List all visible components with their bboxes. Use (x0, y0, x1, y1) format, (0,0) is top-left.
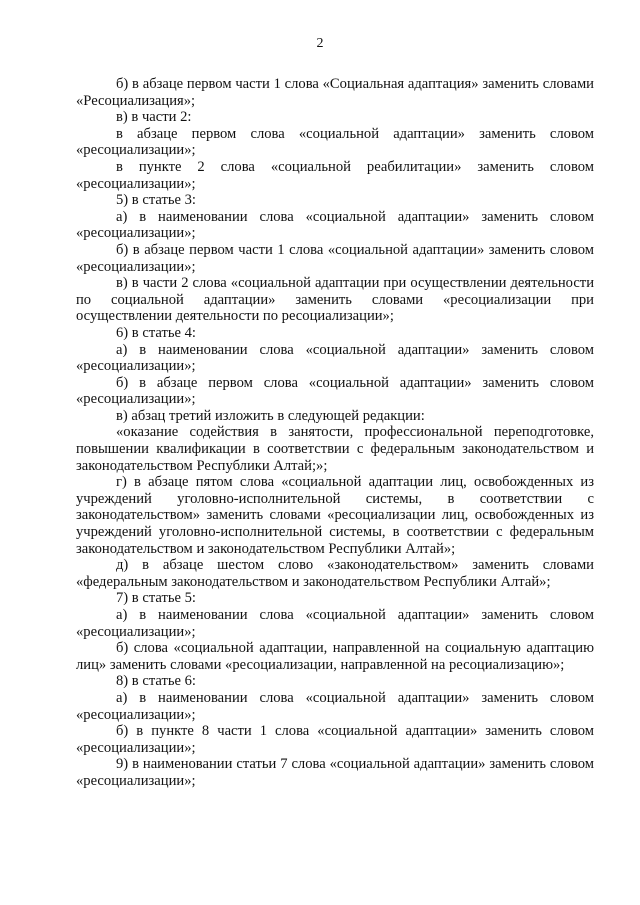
paragraph: в абзаце первом слова «социальной адаптации» заменить словом «ресоциализации»; (76, 125, 594, 159)
paragraph: 7) в статье 5: (116, 590, 196, 607)
paragraph: в) в части 2: (116, 109, 192, 126)
paragraph: г) в абзаце пятом слова «социальной адаптации лиц, освобожденных из учреждений уголовно-исполнительной системы, в соответствии с законодательством» заменить словами «ресоциализации лиц, освобожденных из учреждений уголовно-исполнительной системы, в соответствии с федеральным законодательством и законодательством Республики Алтай»; (76, 474, 594, 557)
paragraph: а) в наименовании слова «социальной адаптации» заменить словом «ресоциализации»; (76, 607, 594, 640)
paragraph: б) в абзаце первом слова «социальной адаптации» заменить словом «ресоциализации»; (76, 374, 594, 408)
page-number: 2 (316, 36, 324, 51)
paragraph: а) в наименовании слова «социальной адаптации» заменить словом «ресоциализации»; (76, 689, 594, 723)
paragraph: в) в части 2 слова «социальной адаптации при осуществлении деятельности по социальной адаптации» заменить словами «ресоциализации при осуществлении деятельности по ресоциализации»; (76, 275, 594, 325)
paragraph: 6) в статье 4: (116, 324, 196, 341)
paragraph: д) в абзаце шестом слово «законодательством» заменить словами «федеральным законодательством и законодательством Республики Алтай»; (76, 557, 594, 590)
paragraph: в) абзац третий изложить в следующей редакции: (116, 407, 425, 424)
paragraph: «оказание содействия в занятости, профессиональной переподготовке, повышении квалификации в соответствии с федеральным законодательством и законодательством Республики Алтай;»; (76, 424, 594, 474)
paragraph: а) в наименовании слова «социальной адаптации» заменить словом «ресоциализации»; (76, 208, 594, 242)
paragraph: б) в пункте 8 части 1 слова «социальной адаптации» заменить словом «ресоциализации»; (76, 723, 594, 756)
document-body (76, 76, 594, 790)
paragraph: б) в абзаце первом части 1 слова «Социальная адаптация» заменить словами «Ресоциализация»; (76, 76, 594, 109)
paragraph: 8) в статье 6: (116, 673, 196, 690)
paragraph: 5) в статье 3: (116, 192, 196, 209)
paragraph: 9) в наименовании статьи 7 слова «социальной адаптации» заменить словом «ресоциализации»; (76, 756, 594, 789)
paragraph: б) в абзаце первом части 1 слова «социальной адаптации» заменить словом «ресоциализации»; (76, 241, 594, 275)
paragraph: б) слова «социальной адаптации, направленной на социальную адаптацию лиц» заменить словами «ресоциализации, направленной на ресоциализацию»; (76, 640, 594, 673)
paragraph: а) в наименовании слова «социальной адаптации» заменить словом «ресоциализации»; (76, 341, 594, 375)
paragraph: в пункте 2 слова «социальной реабилитации» заменить словом «ресоциализации»; (76, 158, 594, 192)
